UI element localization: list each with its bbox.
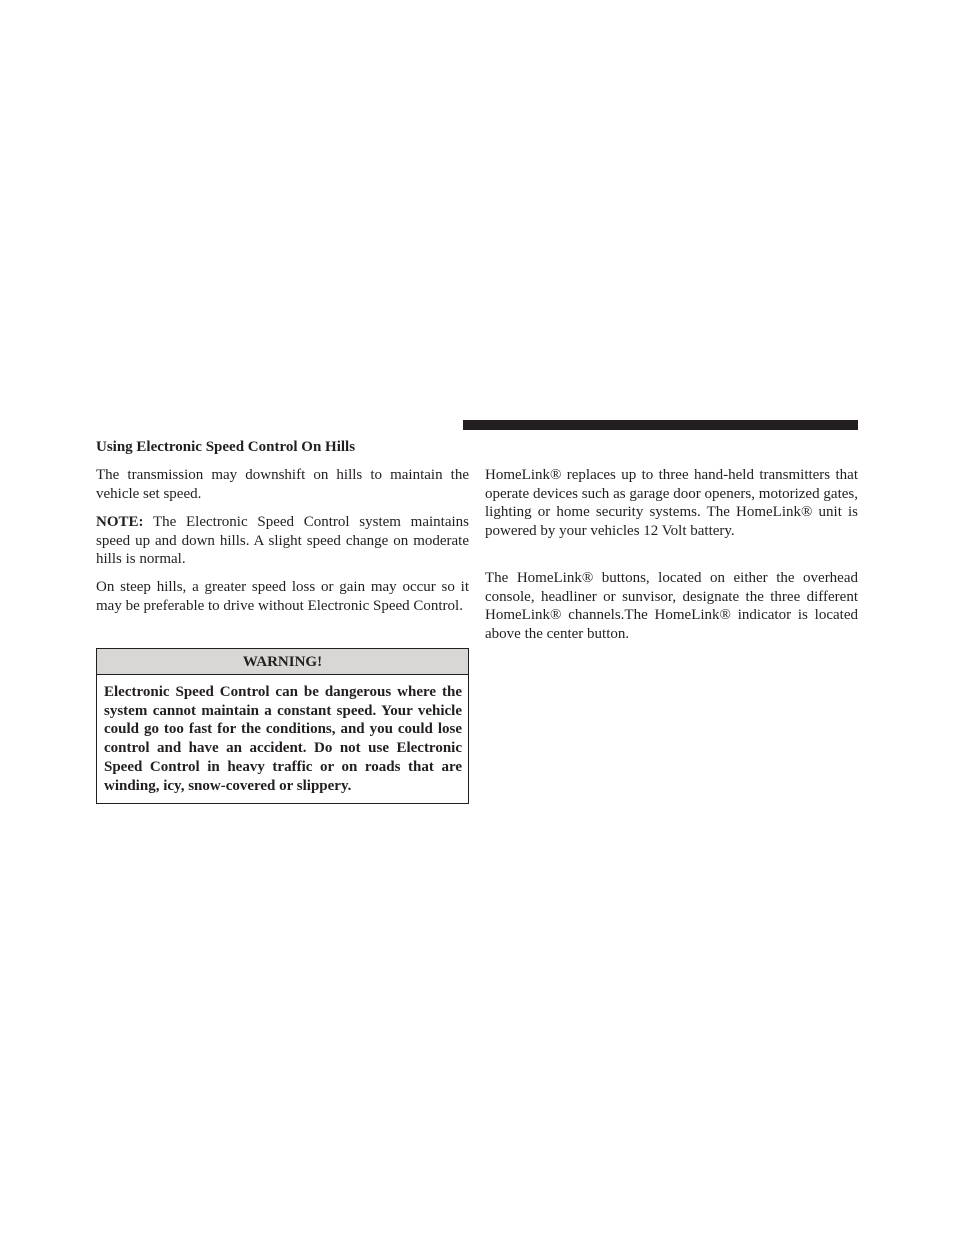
paragraph-homelink-intro: HomeLink® replaces up to three hand-held transmitters that operate devices such as garage door openers, motorized gates, lighting or home security systems. The HomeLink® unit is powered by your vehicles 12 Volt battery. [485, 467, 858, 540]
note-text: The Electronic Speed Control system maintains speed up and down hills. A slight speed change on moderate hills is normal. [96, 514, 469, 568]
paragraph-homelink-buttons: The HomeLink® buttons, located on either the overhead console, headliner or sunvisor, designate the three different HomeLink® channels.The HomeLink® indicator is located above the center button. [485, 570, 858, 643]
paragraph-steep-hills: On steep hills, a greater speed loss or gain may occur so it may be preferable to drive without Electronic Speed Control. [96, 579, 469, 614]
note-label: NOTE: [96, 514, 144, 530]
warning-text: Electronic Speed Control can be dangerous where the system cannot maintain a constant speed. Your vehicle could go too fast for the conditions, and you could lose control and have an accident. Do not use Electronic Speed Control in heavy traffic or on roads that are winding, icy, snow-covered or slippery. [104, 684, 462, 794]
section-heading: Using Electronic Speed Control On Hills [96, 439, 356, 455]
note-paragraph [96, 513, 469, 569]
warning-box [96, 648, 469, 804]
paragraph-downshift: The transmission may downshift on hills to maintain the vehicle set speed. [96, 467, 469, 502]
warning-title: WARNING! [97, 649, 468, 675]
section-header-bar [463, 420, 858, 430]
